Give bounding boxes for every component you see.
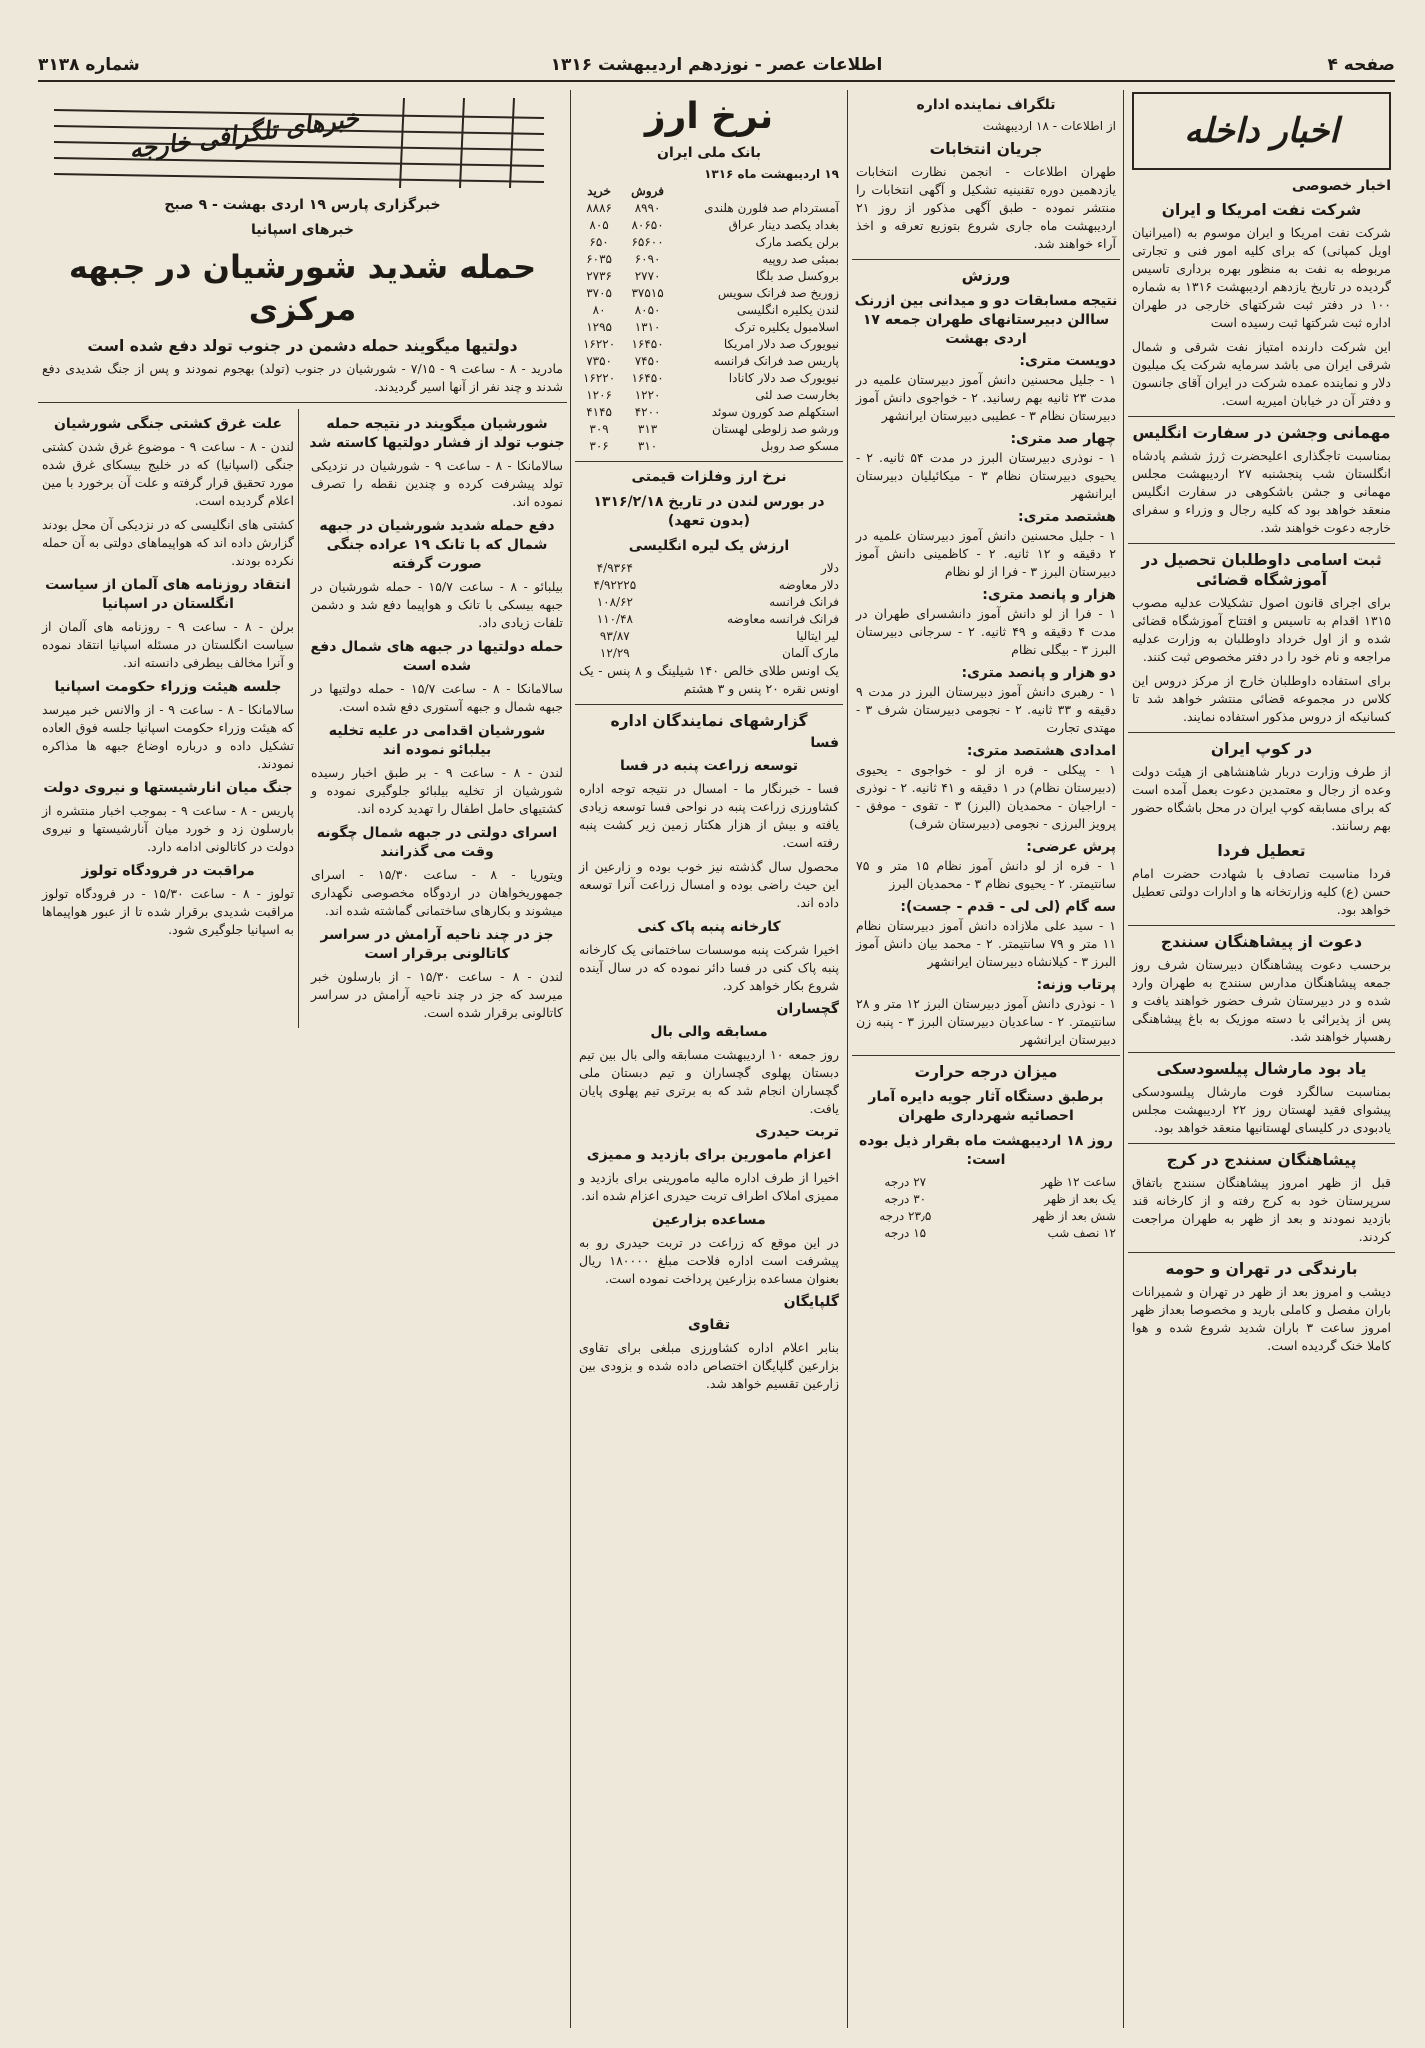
news-paragraph: پاریس - ۸ - ساعت ۹ - بموجب اخبار منتشره از بارسلون زد و خورد میان آنارشیستها و نیروی دولت در کاتالونی ادامه دارد. [42,803,294,854]
weather-time: ساعت ۱۲ ظهر [1041,1175,1116,1189]
rate-buy: ۱۲۰۶ [586,388,612,402]
event-2500m: دو هزار و پانصد متری: [961,665,1116,681]
weather-value: ۲۳٫۵ درجه [879,1209,932,1223]
oil-headline: شرکت نفت امریکا و ایران [1161,201,1362,219]
cotton-paragraph: فسا - خبرنگار ما - امسال در نتیجه توجه اداره کشاورزی زراعت پنبه در نواحی فسا توسعه زیادی یافته و بیش از هزار هکتار زمین زیر کشت پنبه رفته است. [579,781,839,850]
rate-buy: ۷۳۵۰ [586,354,612,368]
metal-name: دلار معاوضه [778,578,839,592]
table-row [575,404,843,421]
rate-sell: ۳۷۵۱۵ [631,286,664,300]
event-shot-put: پرتاب وزنه: [1036,977,1116,993]
taghavi-headline: تقاوی [687,1317,731,1333]
sports-column [852,90,1120,2028]
election-paragraph: طهران اطلاعات - انجمن نظارت انتخابات یازدهمین دوره تقنینیه تشکیل و آگهی انتخابات را منتشر نموده - طبق آگهی مذکور از روز ۲۱ اردیبهشت ماه جاری شروع بتوزیع تعرفه و اخذ آراء خواهند شد. [856,164,1116,251]
rate-sell: ۷۴۵۰ [634,354,661,368]
table-row [575,387,843,404]
city-fasa: فسا [810,735,839,751]
rain-paragraph: دیشب و امروز بعد از ظهر در تهران و شمیرانات باران مفصل و کاملی بارید و مخصوصا بعداز ظهر امروز ساعت ۳ باران شدید شروع شده و هوا کاملا خنک گردیده است. [1132,1284,1391,1353]
party-headline: مهمانی وجشن در سفارت انگلیس [1132,424,1391,442]
metal-name: لیر ایتالیا [796,629,839,643]
rate-name: بخارست صد لئی [755,388,839,402]
registration-paragraph: برای استفاده داوطلبان خارج از مرکز دروس این کلاس در مجموعه قضائی منتشر خواهد شد تا کسانیکه از دروس مذکور استفاده نمایند. [1132,673,1391,724]
news-headline: اسرای دولتی در جبهه شمال چگونه وقت می گذرانند [316,825,558,860]
news-headline: جز در چند ناحیه آرامش در سراسر کاتالونی برقرار است [320,927,554,962]
foreign-subcolumns [38,409,567,1028]
table-row [575,645,843,662]
col-buy: خرید [587,184,611,198]
metals-headline: نرخ ارز وفلزات قیمتی [631,469,787,485]
news-headline: شورشیان اقدامی در علیه تخلیه بیلبائو نموده اند [328,723,546,758]
pilsudski-headline: یاد بود مارشال پیلسودسکی [1156,1060,1367,1078]
section-private-news: اخبار خصوصی [1291,178,1391,194]
table-row [575,251,843,268]
rate-buy: ۳۷۰۵ [586,286,612,300]
volleyball-paragraph: روز جمعه ۱۰ اردیبهشت مسابقه والی بال بین تیم دبستان پهلوی گچساران و تیم دبستان ملی گچساران انجام شد که به برتری تیم پهلوی پایان یافت. [579,1047,839,1116]
event-200m: دویست متری: [1019,353,1116,369]
news-headline: انتقاد روزنامه های آلمان از سیاست انگلستان در اسپانیا [45,577,291,612]
factory-headline: کارخانه پنبه پاک کنی [637,919,781,935]
rate-buy: ۶۰۳۵ [586,252,612,266]
page-header [38,50,1395,82]
news-headline: حمله دولتیها در جبهه های شمال دفع شده است [310,639,564,674]
col-sell: فروش [631,184,664,198]
rate-name: زوریخ صد فرانک سویس [717,286,839,300]
registration-paragraph: برای اجرای قانون اصول تشکیلات عدلیه مصوب ۱۳۱۵ اقدام به تاسیس و افتتاح آموزشگاه قضائی شده و از اول خرداد داوطلبان به وزارت عدلیه مراجعه و نام خود را در دفتر مخصوص ثبت کنند. [1132,595,1391,664]
event-long-jump: پرش عرضی: [1026,839,1116,855]
rain-headline: بارندگی در تهران و حومه [1165,1260,1358,1278]
table-row [575,336,843,353]
rates-date: ۱۹ اردیبهشت ماه ۱۳۱۶ [704,167,839,181]
metal-name: مارک آلمان [782,646,839,660]
rate-name: بغداد یکصد دینار عراق [728,218,839,232]
weather-value: ۲۷ درجه [884,1175,927,1189]
bank-name: بانک ملی ایران [657,145,761,161]
event-triple-jump: سه گام (لی لی - قدم - جست): [900,899,1116,915]
holiday-paragraph: فردا مناسبت تصادف با شهادت حضرت امام حسن (ع) کلیه وزارتخانه ها و ادارات دولتی تعطیل خواهد بود. [1132,866,1391,917]
main-subhead: دولتیها میگویند حمله دشمن در جنوب تولد دفع شده است [87,337,518,355]
column-rule [570,90,571,2028]
rate-name: نیویورک صد دلار کانادا [728,371,839,385]
officers-headline: اعزام مامورین برای بازدید و ممیزی [586,1147,832,1163]
rate-sell: ۸۰۵۰ [634,303,661,317]
news-paragraph: لندن - ۸ - ساعت ۹ - موضوع غرق شدن کشتی جنگی (اسپانیا) که در خلیج بیسکای غرق شده مورد تحقیق قرار گرفته و علت آن برخورد با مین اعلام گردیده است. [42,439,294,508]
weather-time: ۱۲ نصف شب [1047,1226,1116,1240]
city-golpayegan: گلپایگان [783,1294,839,1310]
rate-buy: ۴۱۴۵ [586,405,612,419]
race-headline: نتیجه مسابقات دو و میدانی بین ازرنک ساالن دبیرستانهای طهران جمعه ۱۷ اردی بهشت [854,293,1118,347]
news-paragraph: سالامانکا - ۸ - ساعت ۹ - شورشیان در نزدیکی تولد پیشرفت کرده و چندین نقطه را تصرف نموده اند. [311,458,563,509]
weather-value: ۳۰ درجه [884,1192,927,1206]
table-header [575,183,843,200]
event-paragraph: ۱ - پیکلی - فره از لو - خواجوی - یحیوی (دبیرستان نظام) در ۱ دقیقه و ۴۱ ثانیه. ۲ - نوذری - اراجیان - محمدیان (البرز) ۳ - تقوی - موفق - پرویز البرزی - نجومی (دبیرستان شرف) [856,762,1116,831]
officers-paragraph: اخیرا از طرف اداره مالیه مامورینی برای بازدید و ممیزی املاک اطراف تربت حیدری اعزام شده اند. [579,1170,839,1203]
holiday-headline: تعطیل فردا [1217,842,1306,860]
table-row [575,594,843,611]
rates-table [575,183,843,455]
oil-paragraph: شرکت نفت امریکا و ایران موسوم به (امیرانیان اویل کمپانی) که برای کلیه امور فنی و تجارتی مربوطه به نفت به منظور بهره برداری تاسیس گردیده در تاریخ یازدهم اردیبهشت ۱۳۱۶ به شماره ۱۰۰ در دفتر ثبت شرکتهای خارجی در طهران اداره ثبت شرکتها ثبت رسیده است [1132,225,1391,330]
issue-number: شماره ۳۱۳۸ [38,55,140,75]
pound-headline: ارزش یک لیره انگلیسی [628,538,790,554]
rate-sell: ۱۶۴۵۰ [631,337,664,351]
table-row [575,285,843,302]
rate-sell: ۳۱۳ [637,422,658,436]
invite-paragraph: برحسب دعوت پیشاهنگان دبیرستان شرف روز جمعه پیشاهنگان مدارس سنندج به طهران وارد شده و در دبیرستان شرف حضور خواهند یافت و پس از پذیرائی با دسته موزیک به باغ پیشاهنگی رهسپار خواهند شد. [1132,957,1391,1044]
foreign-banner-title: خبرهای تلگرافی خارجه [127,104,361,164]
event-paragraph: ۱ - فرا از لو دانش آموز دانشسرای طهران در مدت ۴ دقیقه و ۴۹ ثانیه. ۲ - سرجانی دبیرستان البرز ۳ - بیگلی نظام [856,606,1116,657]
pars-dateline: خبرگزاری پارس ۱۹ اردی بهشت - ۹ صبح [164,197,441,213]
rate-buy: ۸۸۸۶ [586,201,612,215]
scout-headline: پیشاهنگان سنندج در کرج [1166,1151,1357,1169]
domestic-masthead: اخبار داخله [1132,92,1391,170]
city-gachsaran: گچساران [776,1001,839,1017]
rate-buy: ۳۰۹ [589,422,609,436]
table-row [575,353,843,370]
main-paragraph: مادرید - ۸ - ساعت ۹ - ۷/۱۵ - شورشیان در جنوب (تولد) بهجوم نمودند و پس از جنگ شدیدی دفع شدند و چند نفر از آنها اسیر گردیدند. [42,361,563,394]
registration-headline: ثبت اسامی داوطلبان تحصیل در آموزشگاه قضائی [1141,551,1382,589]
news-paragraph: سالامانکا - ۸ - ساعت ۹ - از والانس خبر میرسد که هیئت وزراء حکومت اسپانیا جلسه فوق العاده تشکیل داده و درباره اوضاع جبهه ها مذاکره نمودند. [42,702,294,771]
metal-value: ۱۰۸/۶۲ [596,595,633,609]
news-headline: مراقبت در فرودگاه تولوز [81,863,255,879]
metals-table [575,560,843,662]
event-400m: چهار صد متری: [1010,431,1116,447]
rate-buy: ۸۰ [592,303,606,317]
currency-title: نرخ ارز [644,96,774,137]
table-row [575,611,843,628]
rate-sell: ۸۹۹۰ [634,201,661,215]
foreign-banner [44,90,561,190]
aid-headline: مساعده بزارعین [652,1212,766,1228]
column-rule [1123,90,1124,2028]
weather-headline: میزان درجه حرارت [914,1063,1058,1081]
table-row [575,438,843,455]
metal-value: ۱۱۰/۴۸ [596,612,633,626]
rate-buy: ۲۷۳۶ [586,269,612,283]
metal-name: دلار [821,561,839,575]
table-row [575,319,843,336]
table-row [575,370,843,387]
metal-name: فرانک فرانسه [769,595,839,609]
event-paragraph: ۱ - جلیل محسنین دانش آموز دبیرستان علمیه در ۲ دقیقه و ۱۲ ثانیه. ۲ - کاظمینی دانش آموز دبیرستان البرز ۳ - فرا از لو نظام [856,528,1116,579]
table-row [575,268,843,285]
rate-sell: ۴۲۰۰ [634,405,661,419]
rate-name: استکهلم صد کورون سوئد [711,405,839,419]
event-800m: هشتصد متری: [1018,509,1116,525]
election-headline: جریان انتخابات [929,140,1043,158]
metal-value: ۹۳/۸۷ [599,629,630,643]
news-paragraph: برلن - ۸ - ساعت ۹ - روزنامه های آلمان از سیاست انگلستان در مسئله اسپانیا انتقاد نموده و آنرا مخالف بیطرفی دانسته اند. [42,619,294,670]
table-row [575,234,843,251]
rate-buy: ۶۵۰ [589,235,609,249]
table-row [575,200,843,217]
cotton-paragraph: محصول سال گذشته نیز خوب بوده و زارعین از این حیث راضی بوده و امسال زراعت آنرا توسعه داده اند. [579,859,839,910]
news-paragraph: لندن - ۸ - ساعت ۹ - بر طبق اخبار رسیده شورشیان از تخلیه بیلبائو جلوگیری نموده و کشتیهای حامل اطفال را تهدید کرده اند. [311,765,563,816]
foreign-subcolumn-left [38,409,299,1028]
event-paragraph: ۱ - نوذری دبیرستان البرز در مدت ۵۴ ثانیه. ۲ - یحیوی دبیرستان نظام ۳ - میکائیلیان دبیرستان ایرانشهر [856,450,1116,501]
table-row [852,1174,1120,1191]
foreign-subcolumn-right [307,409,567,1028]
weather-value: ۱۵ درجه [884,1226,927,1240]
news-headline: جلسه هیئت وزراء حکومت اسپانیا [54,679,282,695]
metals-subhead: در بورس لندن در تاریخ ۱۳۱۶/۲/۱۸ (بدون تعهد) [593,494,825,529]
weather-table [852,1174,1120,1242]
rate-name: اسلامبول یکلیره ترک [734,320,839,334]
rate-sell: ۱۲۲۰ [634,388,661,402]
coup-paragraph: از طرف وزارت دربار شاهنشاهی از هیئت دولت وعده از رجال و معتمدین دعوت بعمل آمده است که برای مسابقه کوپ ایران در محل باشگاه حضور بهم رسانند. [1132,764,1391,833]
metal-value: ۴/۹۳۶۴ [596,561,633,575]
news-headline: شورشیان میگویند در نتیجه حمله جنوب تولد از فشار دولتیها کاسته شد [309,416,565,451]
factory-paragraph: اخیرا شرکت پنبه موسسات ساختمانی یک کارخانه پنبه پاک کنی در فسا دائر نموده که در سال آینده شروع بکار خواهد کرد. [579,942,839,993]
column-rule [847,90,848,2028]
news-paragraph: ویتوریا - ۸ - ساعت ۱۵/۳۰ - اسرای جمهوریخواهان در اردوگاه مخصوصی نگهداری میشوند و بکارهای ساختمانی گماشته شده اند. [311,867,563,918]
table-row [575,302,843,319]
oil-paragraph: این شرکت دارنده امتیاز نفت شرقی و شمال شرقی ایران می باشد سرمایه شرکت یک میلیون دلار و نماینده عمده شرکت در ایران آقای جانسون و دفتر آن در خیابان امیریه است. [1132,339,1391,408]
metal-value: ۱۲/۲۹ [599,646,630,660]
news-paragraph: بیلبائو - ۸ - ساعت ۱۵/۷ - حمله شورشیان در جبهه بیسکی با تانک و هواپیما دفع شد و دشمن تلفات زیادی داد. [311,579,564,630]
table-row [575,421,843,438]
news-paragraph: کشتی های انگلیسی که در نزدیکی آن محل بودند گزارش داده اند که هواپیماهای دولتی به آن حمله نکرده بودند. [42,517,294,568]
rate-name: ورشو صد زلوطی لهستان [712,422,839,436]
sport-section-title: ورزش [961,267,1011,285]
table-row [575,560,843,577]
aid-paragraph: در این موقع که زراعت در تربت حیدری رو به پیشرفت است اداره فلاحت مبلغ ۱۸۰۰۰۰ ریال بعنوان مساعده بزارعین پرداخت نموده است. [579,1235,839,1286]
event-paragraph: ۱ - فره از لو دانش آموز نظام ۱۵ متر و ۷۵ سانتیمتر. ۲ - یحیوی نظام ۳ - محمدیان البرز [856,858,1116,891]
rate-name: بمبئی صد روپیه [762,252,839,266]
issue-date: اطلاعات عصر - نوزدهم اردیبهشت ۱۳۱۶ [550,55,883,75]
event-paragraph: ۱ - رهبری دانش آموز دبیرستان البرز در مدت ۹ دقیقه و ۳۳ ثانیه. ۲ - نجومی دبیرستان شرف ۳ - مهتدی تجارت [856,684,1116,735]
news-headline: جنگ میان انارشیستها و نیروی دولت [43,780,293,796]
metal-value: ۴/۹۲۲۲۵ [593,578,637,592]
rate-name: نیویورک صد دلار امریکا [723,337,839,351]
event-paragraph: ۱ - جلیل محسنین دانش آموز دبیرستان علمیه در مدت ۲۳ ثانیه بهم رسانید. ۲ - خواجوی دانش آموز دبیرستان نظام ۳ - عطیبی دبیرستان ایرانشهر [856,372,1116,423]
rate-buy: ۱۶۲۲۰ [582,337,616,351]
news-paragraph: لندن - ۸ - ساعت ۱۵/۳۰ - از بارسلون خبر میرسد که جز در چند ناحیه آرامش در سراسر کاتالونی برقرار شده است. [311,969,563,1020]
weather-time: شش بعد از ظهر [1032,1209,1116,1223]
foreign-news-column [38,90,567,2028]
reports-headline: گزارشهای نمایندگان اداره [610,712,808,730]
table-row [575,577,843,594]
cotton-headline: توسعه زراعت پنبه در فسا [619,758,799,774]
rate-buy: ۱۶۲۲۰ [582,371,616,385]
event-paragraph: ۱ - نوذری دانش آموز دبیرستان البرز ۱۲ متر و ۲۸ سانتیمتر. ۲ - ساعدیان دبیرستان البرز ۳ - پنبه زن دبیرستان ایرانشهر [856,996,1116,1047]
metal-name: فرانک فرانسه معاوضه [727,612,839,626]
party-paragraph: بمناسبت تاجگذاری اعلیحضرت ژرژ ششم پادشاه انگلستان شب پنجشنبه ۲۷ اردیبهشت مجلس مهمانی و جشن باشکوهی در سفارت انگلیس منعقد خواهد بود که کلیه رجال و وزراء و سفرای خارجه دعوت خواهند شد. [1132,448,1391,535]
event-paragraph: ۱ - سید علی ملازاده دانش آموز دبیرستان نظام ۱۱ متر و ۷۹ سانتیمتر. ۲ - محمد بیان دانش آموز البرز ۳ - کیلانشاه دبیرستان ایرانشهر [856,918,1117,969]
weather-subhead: برطبق دستگاه آثار جویه دایره آمار احصائیه شهرداری طهران [868,1089,1104,1124]
main-headline: حمله شدید شورشیان در جبهه مرکزی [68,248,537,328]
rate-sell: ۶۰۹۰ [634,252,661,266]
weather-time: یک بعد از ظهر [1044,1192,1116,1206]
page-number: صفحه ۴ [1327,55,1395,75]
spain-section: خبرهای اسپانیا [251,222,354,238]
table-row [575,217,843,234]
rate-sell: ۸۰۶۵۰ [631,218,664,232]
news-headline: علت غرق کشتی جنگی شورشیان [53,416,283,432]
rate-buy: ۱۲۹۵ [586,320,612,334]
currency-column [575,90,843,2028]
news-headline: دفع حمله شدید شورشیان در جبهه شمال که با تانک ۱۹ عراده جنگی صورت گرفته [319,518,555,572]
rate-buy: ۸۰۵ [589,218,609,232]
domestic-news-column [1128,90,1395,2028]
rate-name: بروکسل صد بلگا [756,269,839,283]
dateline-sub: از اطلاعات - ۱۸ اردیبهشت [982,119,1116,133]
news-paragraph: تولوز - ۸ - ساعت ۱۵/۳۰ - در فرودگاه تولوز مراقبت شدیدی برقرار شده تا از عبور هواپیماها به اسپانیا جلوگیری شود. [42,886,294,937]
rate-buy: ۳۰۶ [589,439,609,453]
rate-name: لندن یکلیره انگلیسی [736,303,839,317]
dateline: تلگراف نماینده اداره [916,97,1056,113]
metals-note: یک اونس طلای خالص ۱۴۰ شیلینگ و ۸ پنس - یک اونس نقره ۲۰ پنس و ۳ هشتم [579,663,839,696]
rate-sell: ۶۵۶۰۰ [631,235,664,249]
rate-name: پاریس صد فرانک فرانسه [713,354,839,368]
pilsudski-paragraph: بمناسبت سالگرد فوت مارشال پیلسودسکی پیشوای فقید لهستان روز ۲۲ اردیبهشت مجلس یادبودی در کلیسای لهستانیها منعقد خواهد بود. [1132,1084,1391,1135]
rate-name: آمستردام صد فلورن هلندی [704,201,839,215]
weather-date: روز ۱۸ اردیبهشت ماه بقرار ذیل بوده است: [858,1133,1113,1168]
rate-sell: ۱۳۱۰ [634,320,661,334]
volleyball-headline: مسابقه والی بال [650,1024,768,1040]
scout-paragraph: قبل از ظهر امروز پیشاهنگان سنندج باتفاق سرپرستان خود به کرج رفته و از کارخانه قند بازدید نمودند و بعد از ظهر به طهران مراجعت کردند. [1132,1175,1391,1244]
taghavi-paragraph: بنابر اعلام اداره کشاورزی مبلغی برای تقاوی بزارعین گلپایگان اختصاص داده شده و بزودی بین زارعین تقسیم خواهد شد. [579,1340,839,1391]
rate-name: برلن یکصد مارک [755,235,839,249]
event-relay: امدادی هشتصد متری: [966,743,1116,759]
event-1500m: هزار و پانصد متری: [982,587,1116,603]
table-row [852,1191,1120,1208]
table-row [852,1225,1120,1242]
table-row [575,628,843,645]
news-paragraph: سالامانکا - ۸ - ساعت ۱۵/۷ - حمله دولتیها در جبهه شمال و جبهه آستوری دفع شده است. [311,681,563,714]
city-torbat: تربت حیدری [755,1124,839,1140]
coup-headline: در کوپ ایران [1210,740,1313,758]
rate-sell: ۱۶۴۵۰ [631,371,664,385]
rate-sell: ۳۱۰ [637,439,658,453]
rate-name: مسکو صد روبل [760,439,839,453]
invite-headline: دعوت از پیشاهنگان سنندج [1160,933,1363,951]
table-row [852,1208,1120,1225]
rate-sell: ۲۷۷۰ [634,269,661,283]
